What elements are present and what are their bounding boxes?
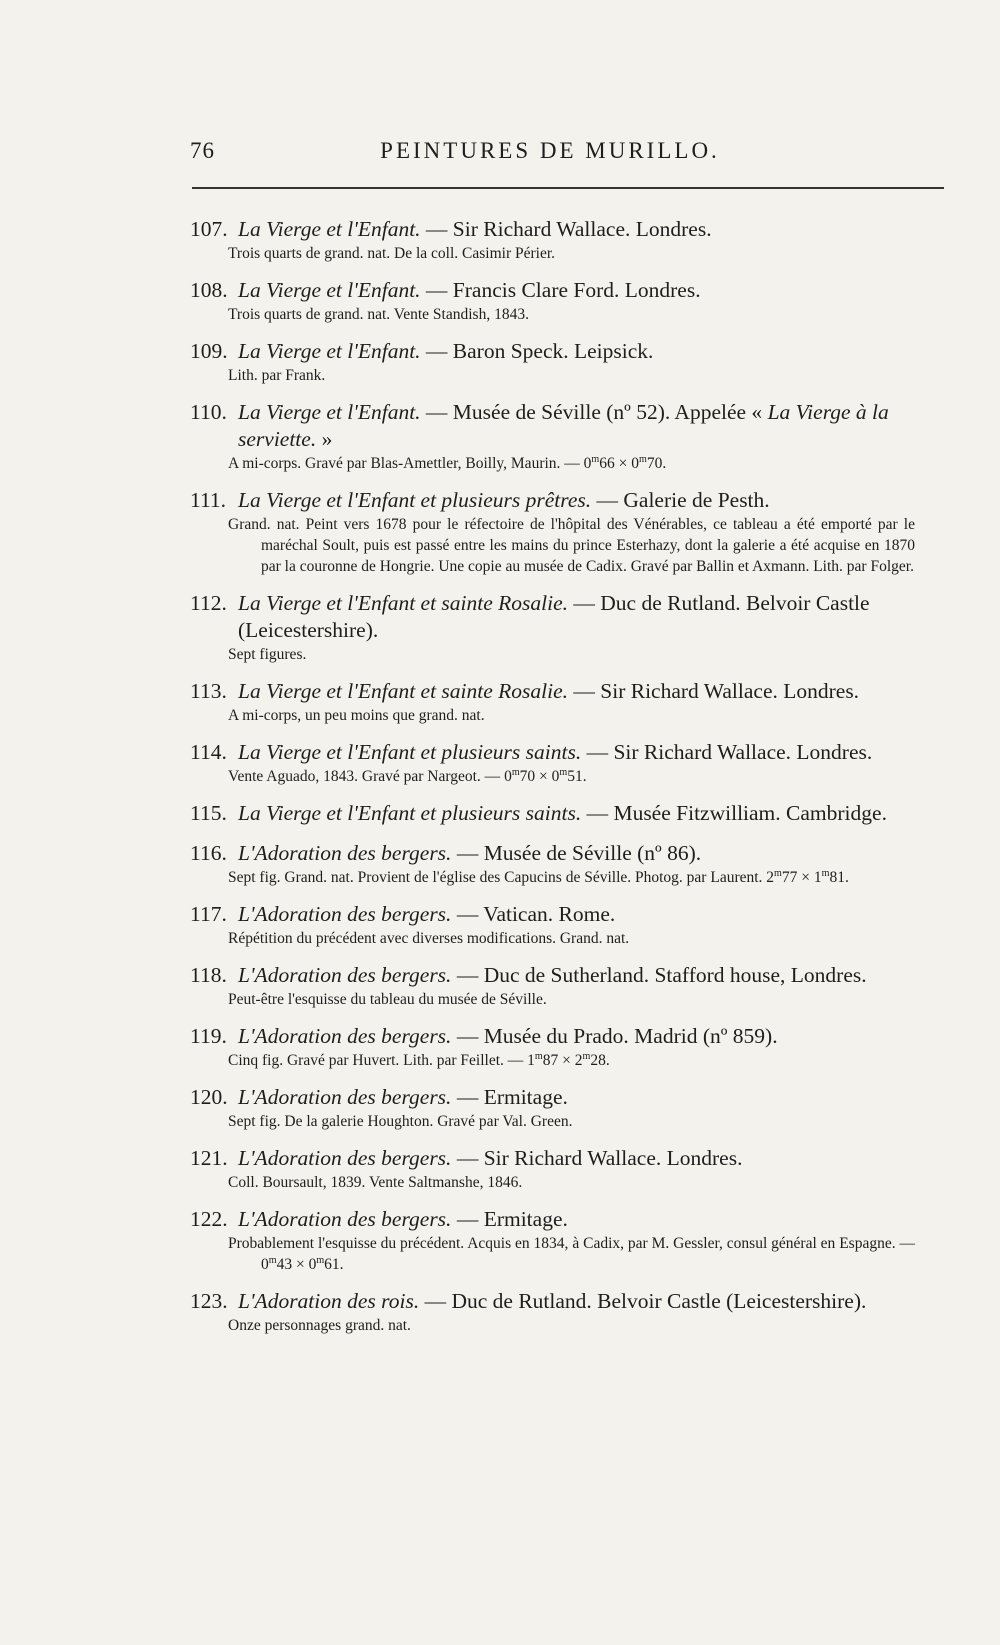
entry-number: 121. [190,1146,228,1170]
entry-heading [190,277,915,304]
entry-number: 110. [190,400,227,424]
entry-number: 111. [190,488,227,512]
entry-note: Sept fig. De la galerie Houghton. Gravé par Val. Green. [228,1113,573,1130]
entry-title: L'Adoration des bergers. [238,1024,452,1048]
catalogue-entry [190,1288,915,1336]
entry-heading [190,1145,915,1172]
entry-heading [190,739,915,766]
entry-location: — Sir Richard Wallace. Londres. [586,740,873,764]
entry-title: La Vierge et l'Enfant. [238,400,421,424]
entry-location: — Galerie de Pesth. [596,488,770,512]
entry-heading [190,1288,915,1315]
header-rule [192,187,944,189]
entry-note: Lith. par Frank. [228,367,326,384]
dimension-width: 2$^m$28. [574,1050,610,1069]
entry-title: L'Adoration des bergers. [238,963,452,987]
entry-heading [190,1023,915,1050]
catalogue-entry [190,901,915,949]
catalogue-entry [190,487,915,577]
entry-number: 113. [190,679,227,703]
entry-note: Coll. Boursault, 1839. Vente Saltmanshe, 1846. [228,1174,523,1191]
entry-number: 112. [190,591,227,615]
entry-note-text: Cinq fig. Gravé par Huvert. Lith. par Feillet. — [228,1052,524,1069]
catalogue-entry [190,338,915,386]
entry-number: 117. [190,902,227,926]
entry-heading [190,840,915,867]
dimension-times: × [801,869,810,886]
dimension-height: 2$^m$77 [766,867,798,886]
entry-title: La Vierge et l'Enfant et plusieurs saints. [238,740,582,764]
catalogue-list [190,216,915,1349]
dimension-height: 0$^m$66 [583,453,615,472]
catalogue-entry [190,1145,915,1193]
entry-heading [190,590,915,644]
running-head [190,138,910,178]
entry-title: L'Adoration des bergers. [238,1146,452,1170]
entry-note [228,1233,915,1275]
dimension-height: 1$^m$87 [527,1050,559,1069]
entry-number: 107. [190,217,228,241]
dimension-times: × [539,768,548,785]
entry-note: Trois quarts de grand. nat. Vente Standish, 1843. [228,306,529,323]
entry-heading [190,1206,915,1233]
catalogue-entry [190,800,915,827]
entry-heading [190,678,915,705]
entry-title: La Vierge et l'Enfant et plusieurs saints. [238,801,582,825]
entry-title: L'Adoration des bergers. [238,1085,452,1109]
catalogue-entry [190,1023,915,1071]
dimension-height: 0$^m$70 [504,766,536,785]
catalogue-entry [190,739,915,787]
entry-number: 123. [190,1289,228,1313]
entry-note [228,1050,915,1071]
entry-location: — Vatican. Rome. [456,902,616,926]
entry-title: La Vierge et l'Enfant et sainte Rosalie. [238,679,569,703]
entry-heading [190,962,915,989]
entry-heading [190,1084,915,1111]
dimension-times: × [618,455,628,472]
entry-note: Grand. nat. Peint vers 1678 pour le réfectoire de l'hôpital des Vénérables, ce tableau a été emporté par le maréchal Soult, puis est passé entre les mains du prince Esterhazy, dont la galerie a été acquise en 1870 par la couronne de Hongrie. Une copie au musée de Cadix. Gravé par Ballin et Axmann. Lith. par Folger. [228,516,915,575]
dimension-height: 0$^m$43 [261,1254,293,1273]
entry-location: — Duc de Sutherland. Stafford house, Londres. [456,963,867,987]
entry-title: La Vierge et l'Enfant et sainte Rosalie. [238,591,569,615]
running-title: PEINTURES DE MURILLO. [380,138,720,163]
entry-heading [190,487,915,514]
entry-note: Répétition du précédent avec diverses modifications. Grand. nat. [228,930,630,947]
entry-note-text: A mi-corps. Gravé par Blas-Amettler, Boilly, Maurin. — [228,455,580,472]
entry-number: 119. [190,1024,227,1048]
entry-number: 108. [190,278,228,302]
entry-location: — Musée Fitzwilliam. Cambridge. [586,801,887,825]
entry-number: 109. [190,339,228,363]
entry-note-text: Sept fig. Grand. nat. Provient de l'église des Capucins de Séville. Photog. par Laurent. [228,869,763,886]
entry-location: — Baron Speck. Leipsick. [425,339,654,363]
entry-location: — Ermitage. [456,1207,568,1231]
entry-number: 114. [190,740,227,764]
entry-location: — Musée de Séville (nº 86). [456,841,702,865]
entry-location: — Musée de Séville (nº 52). Appelée « [425,400,763,424]
entry-number: 115. [190,801,227,825]
entry-location: — Duc de Rutland. Belvoir Castle (Leicestershire). [238,591,870,642]
entry-location: — Sir Richard Wallace. Londres. [425,217,712,241]
entry-note: Peut-être l'esquisse du tableau du musée de Séville. [228,991,547,1008]
entry-note: Trois quarts de grand. nat. De la coll. Casimir Périer. [228,245,556,262]
entry-note [228,766,915,787]
entry-location: — Musée du Prado. Madrid (nº 859). [456,1024,778,1048]
entry-title: La Vierge et l'Enfant et plusieurs prêtres. [238,488,592,512]
entry-note: Sept figures. [228,646,307,663]
entry-title: La Vierge et l'Enfant. [238,217,421,241]
dimension-width: 0$^m$51. [551,766,587,785]
entry-heading [190,800,915,827]
entry-title-alt: La Vierge à la serviette. [238,400,889,451]
entry-location: — Duc de Rutland. Belvoir Castle (Leicestershire). [424,1289,867,1313]
catalogue-entry [190,590,915,665]
entry-note: Onze personnages grand. nat. [228,1317,411,1334]
entry-note: A mi-corps, un peu moins que grand. nat. [228,707,485,724]
entry-note [228,453,915,474]
dimension-width: 0$^m$61. [308,1254,344,1273]
entry-location: — Sir Richard Wallace. Londres. [573,679,860,703]
entry-location: — Sir Richard Wallace. Londres. [456,1146,743,1170]
dimension-width: 1$^m$81. [813,867,849,886]
catalogue-entry [190,1206,915,1275]
entry-title: La Vierge et l'Enfant. [238,339,421,363]
catalogue-entry [190,1084,915,1132]
entry-title: L'Adoration des rois. [238,1289,420,1313]
entry-note [228,867,915,888]
entry-heading [190,399,915,453]
entry-number: 118. [190,963,227,987]
entry-heading [190,338,915,365]
catalogue-entry [190,277,915,325]
catalogue-entry [190,678,915,726]
entry-title: L'Adoration des bergers. [238,902,452,926]
catalogue-entry [190,962,915,1010]
catalogue-entry [190,399,915,474]
entry-location: — Francis Clare Ford. Londres. [425,278,701,302]
entry-note-text: Probablement l'esquisse du précédent. Acquis en 1834, à Cadix, par M. Gessler, consul général en Espagne. — [228,1235,915,1252]
entry-location-end: » [321,427,333,451]
dimension-width: 0$^m$70. [631,453,667,472]
dimension-times: × [562,1052,571,1069]
catalogue-entry [190,216,915,264]
entry-heading [190,216,915,243]
entry-title: L'Adoration des bergers. [238,841,452,865]
dimension-times: × [295,1256,305,1273]
entry-heading [190,901,915,928]
entry-number: 120. [190,1085,228,1109]
catalogue-entry [190,840,915,888]
page-number: 76 [190,138,215,163]
entry-number: 122. [190,1207,228,1231]
entry-location: — Ermitage. [456,1085,568,1109]
entry-title: La Vierge et l'Enfant. [238,278,421,302]
entry-number: 116. [190,841,227,865]
entry-title: L'Adoration des bergers. [238,1207,452,1231]
entry-note-text: Vente Aguado, 1843. Gravé par Nargeot. — [228,768,501,785]
